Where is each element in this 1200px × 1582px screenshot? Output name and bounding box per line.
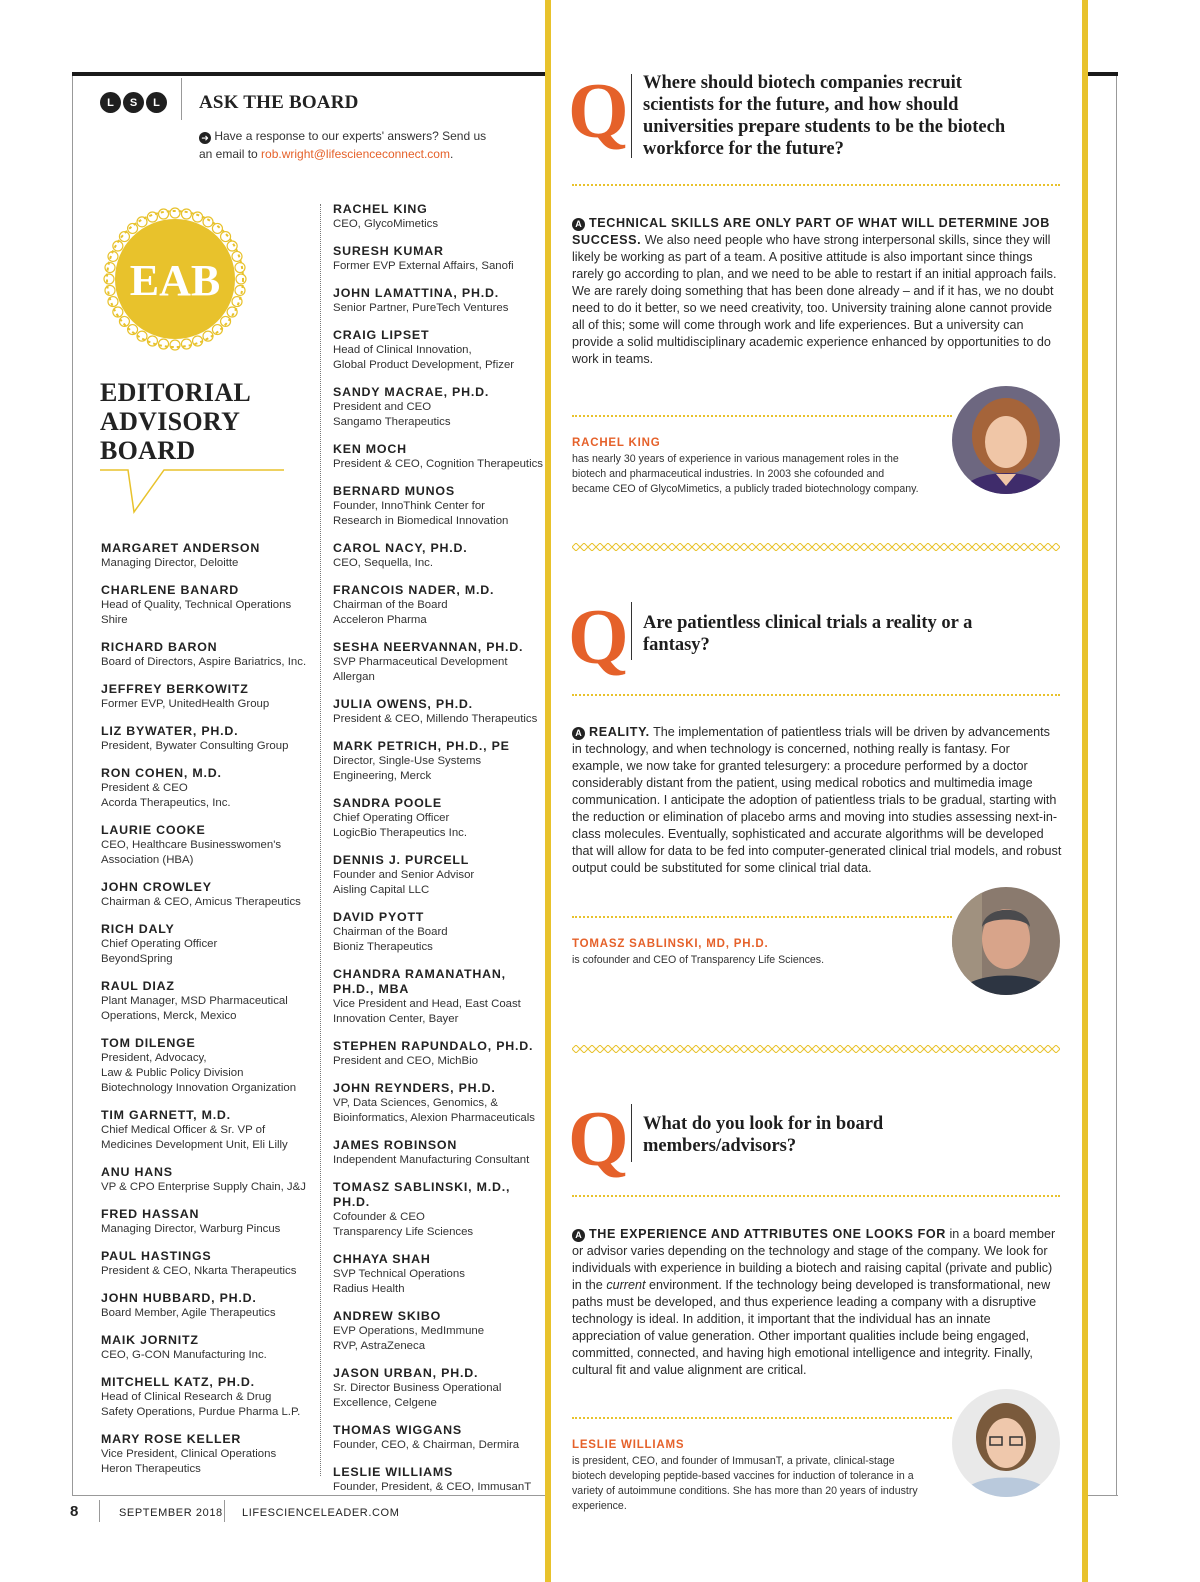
member-name: SANDY MACRAE, PH.D. bbox=[333, 385, 490, 399]
board-member bbox=[333, 640, 545, 685]
member-title: Managing Director, Warburg Pincus bbox=[101, 1223, 281, 1235]
board-member bbox=[333, 1138, 545, 1168]
eab-title-line: BOARD bbox=[100, 436, 196, 465]
member-title: VP, Data Sciences, Genomics, & Bioinformatics, Alexion Pharmaceuticals bbox=[333, 1097, 535, 1124]
board-member bbox=[101, 1375, 313, 1420]
member-title: Cofounder & CEO Transparency Life Sciences bbox=[333, 1211, 474, 1238]
member-name: DENNIS J. PURCELL bbox=[333, 853, 470, 867]
arrow-right-icon: ➜ bbox=[199, 132, 211, 144]
board-member bbox=[333, 244, 545, 274]
member-name: JOHN REYNDERS, PH.D. bbox=[333, 1081, 496, 1095]
member-title: Independent Manufacturing Consultant bbox=[333, 1154, 530, 1166]
member-title: SVP Technical Operations Radius Health bbox=[333, 1268, 465, 1295]
bottom-frame-line-right bbox=[1088, 1495, 1118, 1496]
board-member bbox=[333, 385, 545, 430]
member-name: CHANDRA RAMANATHAN, PH.D., MBA bbox=[333, 967, 506, 996]
member-name: JEFFREY BERKOWITZ bbox=[101, 682, 249, 696]
answer-icon: A bbox=[572, 1229, 585, 1242]
eab-title-line: ADVISORY bbox=[100, 407, 241, 436]
site-url[interactable]: LIFESCIENCELEADER.COM bbox=[242, 1507, 400, 1519]
member-name: KEN MOCH bbox=[333, 442, 407, 456]
answer-icon: A bbox=[572, 218, 585, 231]
member-name: CHARLENE BANARD bbox=[101, 583, 239, 597]
issue-date: SEPTEMBER 2018 bbox=[119, 1507, 223, 1519]
member-name: TIM GARNETT, M.D. bbox=[101, 1108, 231, 1122]
member-name: SURESH KUMAR bbox=[333, 244, 444, 258]
member-title: Head of Clinical Research & Drug Safety Operations, Purdue Pharma L.P. bbox=[101, 1391, 301, 1418]
member-title: Senior Partner, PureTech Ventures bbox=[333, 302, 509, 314]
answer-body: environment. If the technology being developed is transformational, new paths must be developed, and thus experience leading a company with a disruptive technology is ideal. In addition, it important that the individual has an innate appreciation of value generation. Other important qualities include being engaged, committed, connected, and having high emotional intelligence and integrity. Finally, cultural fit and value alignment are critical. bbox=[572, 1278, 1051, 1377]
board-member bbox=[101, 823, 313, 868]
member-title: CEO, Sequella, Inc. bbox=[333, 557, 434, 569]
member-name: TOMASZ SABLINSKI, M.D., PH.D. bbox=[333, 1180, 511, 1209]
member-title: Founder, President, & CEO, ImmusanT bbox=[333, 1481, 532, 1493]
board-member bbox=[101, 1108, 313, 1153]
member-name: JOHN CROWLEY bbox=[101, 880, 212, 894]
question-divider bbox=[631, 1104, 632, 1162]
member-name: JASON URBAN, PH.D. bbox=[333, 1366, 479, 1380]
member-name: TOM DILENGE bbox=[101, 1036, 196, 1050]
respondent-bio: is cofounder and CEO of Transparency Life Sciences. bbox=[572, 954, 825, 966]
board-member bbox=[333, 697, 545, 727]
board-member bbox=[333, 853, 545, 898]
member-title: Former EVP, UnitedHealth Group bbox=[101, 698, 270, 710]
member-name: SANDRA POOLE bbox=[333, 796, 442, 810]
member-name: RICH DALY bbox=[101, 922, 175, 936]
zigzag-divider bbox=[572, 1045, 1060, 1053]
board-member bbox=[333, 202, 545, 232]
q-mark: Q bbox=[568, 67, 629, 154]
member-name: LAURIE COOKE bbox=[101, 823, 206, 837]
board-member bbox=[333, 328, 545, 373]
member-name: PAUL HASTINGS bbox=[101, 1249, 212, 1263]
member-title: Founder, CEO, & Chairman, Dermira bbox=[333, 1439, 520, 1451]
portrait-rachel-king bbox=[952, 386, 1060, 494]
member-title: Founder, InnoThink Center for Research in Biomedical Innovation bbox=[333, 500, 509, 527]
answer-lead: THE EXPERIENCE AND ATTRIBUTES ONE LOOKS FOR bbox=[589, 1227, 946, 1241]
board-list-column-2 bbox=[333, 202, 545, 1507]
respondent-name: TOMASZ SABLINSKI, MD, PH.D. bbox=[572, 938, 769, 950]
callout-pointer bbox=[100, 462, 290, 518]
board-member bbox=[333, 967, 545, 1027]
page-number: 8 bbox=[70, 1503, 79, 1520]
member-title: Chief Operating Officer BeyondSpring bbox=[101, 938, 218, 965]
member-name: ANU HANS bbox=[101, 1165, 173, 1179]
respondent-name: RACHEL KING bbox=[572, 437, 661, 449]
member-name: CAROL NACY, PH.D. bbox=[333, 541, 468, 555]
answer-3 bbox=[572, 1226, 1062, 1379]
member-title: Chairman & CEO, Amicus Therapeutics bbox=[101, 896, 301, 908]
member-name: FRED HASSAN bbox=[101, 1207, 200, 1221]
member-name: JAMES ROBINSON bbox=[333, 1138, 458, 1152]
board-member bbox=[333, 1309, 545, 1354]
eab-badge bbox=[100, 204, 250, 354]
member-name: RACHEL KING bbox=[333, 202, 428, 216]
board-member bbox=[101, 1432, 313, 1477]
question-2: Are patientless clinical trials a reality or a fantasy? bbox=[643, 613, 973, 655]
board-member bbox=[101, 880, 313, 910]
member-title: Sr. Director Business Operational Excellence, Celgene bbox=[333, 1382, 502, 1409]
member-title: CEO, Healthcare Businesswomen's Association (HBA) bbox=[101, 839, 282, 866]
q-mark: Q bbox=[568, 593, 629, 680]
eab-title bbox=[100, 378, 251, 465]
member-title: EVP Operations, MedImmune RVP, AstraZeneca bbox=[333, 1325, 485, 1352]
board-member bbox=[333, 1465, 545, 1495]
board-member bbox=[101, 682, 313, 712]
zigzag-divider bbox=[572, 543, 1060, 551]
board-member bbox=[333, 796, 545, 841]
member-title: Head of Quality, Technical Operations Shire bbox=[101, 599, 292, 626]
member-title: Chief Medical Officer & Sr. VP of Medicines Development Unit, Eli Lilly bbox=[101, 1124, 288, 1151]
respondent-bio: has nearly 30 years of experience in various management roles in the biotech and pharmaceutical industries. In 2003 she cofounded and became CEO of GlycoMimetics, a publicly traded biotechnology company. bbox=[572, 453, 919, 495]
dotted-rule bbox=[572, 1195, 1060, 1197]
q-mark: Q bbox=[568, 1095, 629, 1182]
member-name: SESHA NEERVANNAN, PH.D. bbox=[333, 640, 524, 654]
member-title: Plant Manager, MSD Pharmaceutical Operations, Merck, Mexico bbox=[101, 995, 288, 1022]
member-title: President & CEO, Cognition Therapeutics bbox=[333, 458, 543, 470]
member-title: President & CEO Acorda Therapeutics, Inc. bbox=[101, 782, 231, 809]
board-member bbox=[333, 484, 545, 529]
member-title: President & CEO, Nkarta Therapeutics bbox=[101, 1265, 297, 1277]
top-rule bbox=[72, 72, 547, 76]
member-title: President and CEO, MichBio bbox=[333, 1055, 478, 1067]
board-member bbox=[101, 583, 313, 628]
logo-letter: L bbox=[100, 92, 121, 113]
section-title: ASK THE BOARD bbox=[199, 92, 359, 113]
board-member bbox=[333, 1423, 545, 1453]
board-list-column-1 bbox=[101, 541, 313, 1489]
member-title: Managing Director, Deloitte bbox=[101, 557, 239, 569]
member-title: President and CEO Sangamo Therapeutics bbox=[333, 401, 451, 428]
member-title: Chairman of the Board Bioniz Therapeutics bbox=[333, 926, 448, 953]
portrait-leslie-williams bbox=[952, 1389, 1060, 1497]
top-rule-right bbox=[1088, 72, 1118, 76]
board-member bbox=[333, 541, 545, 571]
answer-lead: TECHNICAL SKILLS ARE ONLY PART OF WHAT WILL DETERMINE JOB SUCCESS. bbox=[572, 216, 1050, 247]
member-name: FRANCOIS NADER, M.D. bbox=[333, 583, 495, 597]
board-member bbox=[101, 1249, 313, 1279]
board-member bbox=[333, 1252, 545, 1297]
member-name: JOHN LAMATTINA, PH.D. bbox=[333, 286, 499, 300]
member-title: Chief Operating Officer LogicBio Therapeutics Inc. bbox=[333, 812, 468, 839]
member-title: Chairman of the Board Acceleron Pharma bbox=[333, 599, 448, 626]
member-title: Vice President, Clinical Operations Heron Therapeutics bbox=[101, 1448, 277, 1475]
member-title: President, Bywater Consulting Group bbox=[101, 740, 289, 752]
right-frame-line bbox=[1116, 76, 1117, 1496]
board-member bbox=[333, 1180, 545, 1240]
member-title: Vice President and Head, East Coast Innovation Center, Bayer bbox=[333, 998, 521, 1025]
board-member bbox=[101, 1165, 313, 1195]
footer-divider bbox=[99, 1500, 100, 1522]
lsl-logo bbox=[100, 92, 167, 113]
member-title: CEO, G-CON Manufacturing Inc. bbox=[101, 1349, 267, 1361]
respond-text: Have a response to our experts' answers? Send us an email to bbox=[199, 129, 487, 161]
member-title: Board Member, Agile Therapeutics bbox=[101, 1307, 276, 1319]
member-name: LESLIE WILLIAMS bbox=[333, 1465, 454, 1479]
badge-text: EAB bbox=[129, 256, 221, 305]
email-link[interactable]: rob.wright@lifescienceconnect.com bbox=[261, 147, 450, 161]
left-frame-line bbox=[72, 76, 73, 1496]
board-member bbox=[333, 583, 545, 628]
answer-2 bbox=[572, 724, 1062, 877]
answer-lead: REALITY. bbox=[589, 725, 650, 739]
board-member bbox=[333, 739, 545, 784]
member-title: CEO, GlycoMimetics bbox=[333, 218, 439, 230]
board-member bbox=[333, 286, 545, 316]
answer-body: in a board member or advisor varies depending on the technology and stage of the company. We look for individuals with experience in building a biotech and raising capital (private and public) in the bbox=[572, 1227, 1056, 1292]
board-member bbox=[333, 910, 545, 955]
member-title: VP & CPO Enterprise Supply Chain, J&J bbox=[101, 1181, 306, 1193]
member-name: MARGARET ANDERSON bbox=[101, 541, 261, 555]
answer-body: We also need people who have strong interpersonal skills, since they will likely be working as part of a team. A positive attitude is also important since things rarely go according to plan, and we need to be able to restart if an initial approach fails. We are rarely doing something that has been done already – and if it has, we no doubt need to do it better, so we need creativity, too. University training alone cannot provide all of this; some will come through work and life experiences. But a university can provide a solid multidisciplinary academic experience enhanced by opportunities to do work in teams. bbox=[572, 233, 1057, 366]
member-title: Board of Directors, Aspire Bariatrics, Inc. bbox=[101, 656, 307, 668]
answer-icon: A bbox=[572, 727, 585, 740]
header-divider bbox=[181, 78, 182, 120]
portrait-tomasz-sablinski bbox=[952, 887, 1060, 995]
member-name: RICHARD BARON bbox=[101, 640, 218, 654]
answer-body: The implementation of patientless trials will be driven by advancements in technology, and when technology is concerned, nothing really is fantasy. For example, we now take for granted telesurgery: a procedure performed by a doctor considerably distant from the patient, using medical robotics and multimedia image communication. I anticipate the adoption of patientless trials to be gradual, starting with the reduction or elimination of placebo arms and moving into studies assessing next-in-class molecules. Eventually, sophisticated and accurate algorithms will be developed that will allow for data to be fed into computer-generated clinical trial models, and robust output could be substituted for some clinical trial data. bbox=[572, 725, 1062, 875]
member-name: MARK PETRICH, PH.D., PE bbox=[333, 739, 510, 753]
board-member bbox=[101, 1036, 313, 1096]
member-name: DAVID PYOTT bbox=[333, 910, 425, 924]
board-member bbox=[333, 1366, 545, 1411]
board-member bbox=[101, 922, 313, 967]
answer-1 bbox=[572, 215, 1062, 368]
logo-letter: L bbox=[146, 92, 167, 113]
member-title: Head of Clinical Innovation, Global Product Development, Pfizer bbox=[333, 344, 515, 371]
board-member bbox=[101, 1291, 313, 1321]
board-member bbox=[333, 1039, 545, 1069]
member-name: RAUL DIAZ bbox=[101, 979, 175, 993]
respondent-name: LESLIE WILLIAMS bbox=[572, 1439, 685, 1451]
member-name: RON COHEN, M.D. bbox=[101, 766, 222, 780]
member-title: Director, Single-Use Systems Engineering, Merck bbox=[333, 755, 482, 782]
question-divider bbox=[631, 74, 632, 158]
board-member bbox=[101, 979, 313, 1024]
member-name: LIZ BYWATER, PH.D. bbox=[101, 724, 239, 738]
member-name: MITCHELL KATZ, PH.D. bbox=[101, 1375, 255, 1389]
board-member bbox=[101, 766, 313, 811]
logo-letter: S bbox=[123, 92, 144, 113]
member-name: MARY ROSE KELLER bbox=[101, 1432, 242, 1446]
question-divider bbox=[631, 602, 632, 660]
member-name: STEPHEN RAPUNDALO, PH.D. bbox=[333, 1039, 534, 1053]
member-name: JOHN HUBBARD, PH.D. bbox=[101, 1291, 257, 1305]
member-name: ANDREW SKIBO bbox=[333, 1309, 442, 1323]
board-member bbox=[333, 442, 545, 472]
bio-rule bbox=[572, 1417, 952, 1419]
member-title: Former EVP External Affairs, Sanofi bbox=[333, 260, 514, 272]
member-name: CHHAYA SHAH bbox=[333, 1252, 431, 1266]
member-title: Founder and Senior Advisor Aisling Capital LLC bbox=[333, 869, 475, 896]
board-member bbox=[333, 1081, 545, 1126]
eab-title-line: EDITORIAL bbox=[100, 378, 252, 407]
bio-rule bbox=[572, 916, 952, 918]
dotted-rule bbox=[572, 184, 1060, 186]
member-title: President & CEO, Millendo Therapeutics bbox=[333, 713, 538, 725]
question-1: Where should biotech companies recruit scientists for the future, and how should universities prepare students to be the biotech workforce for the future? bbox=[643, 73, 1006, 159]
board-member bbox=[101, 724, 313, 754]
member-title: President, Advocacy, Law & Public Policy Division Biotechnology Innovation Organization bbox=[101, 1052, 297, 1094]
board-member bbox=[101, 541, 313, 571]
respond-note bbox=[199, 127, 499, 163]
answer-italic: current bbox=[606, 1278, 646, 1292]
email-suffix: . bbox=[449, 147, 454, 161]
bio-rule bbox=[572, 415, 952, 417]
question-3: What do you look for in board members/advisors? bbox=[643, 1114, 884, 1156]
footer-divider bbox=[224, 1500, 225, 1522]
board-member bbox=[101, 640, 313, 670]
member-name: THOMAS WIGGANS bbox=[333, 1423, 462, 1437]
member-title: SVP Pharmaceutical Development Allergan bbox=[333, 656, 508, 683]
member-name: MAIK JORNITZ bbox=[101, 1333, 199, 1347]
dotted-rule bbox=[572, 694, 1060, 696]
respondent-bio: is president, CEO, and founder of ImmusanT, a private, clinical-stage biotech developing peptide-based vaccines for induction of tolerance in a variety of autoimmune conditions. She has more than 20 years of industry experience. bbox=[572, 1455, 918, 1512]
board-member bbox=[101, 1333, 313, 1363]
member-name: CRAIG LIPSET bbox=[333, 328, 430, 342]
member-name: BERNARD MUNOS bbox=[333, 484, 455, 498]
member-name: JULIA OWENS, PH.D. bbox=[333, 697, 473, 711]
board-member bbox=[101, 1207, 313, 1237]
column-divider bbox=[320, 204, 321, 1476]
